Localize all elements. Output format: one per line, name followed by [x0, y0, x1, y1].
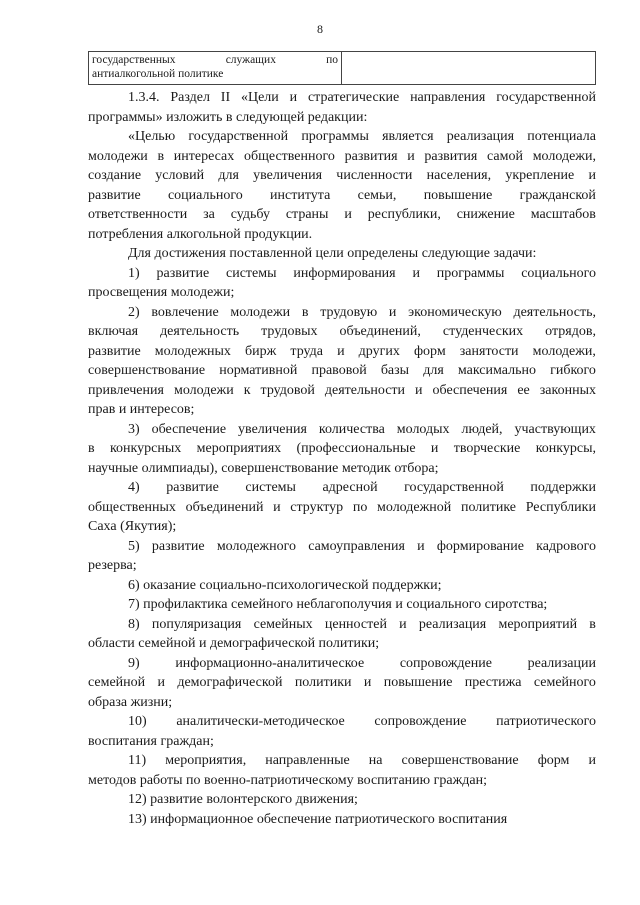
- text-line: 12) развитие волонтерского движения;: [128, 792, 358, 807]
- text-line: просвещения молодежи;: [88, 285, 235, 300]
- table-cell-line: [92, 53, 338, 67]
- text-line: совершенствование нормативной правовой базы для максимально гибкого: [88, 363, 596, 378]
- table-cell-word: по: [326, 54, 338, 66]
- text-line: резерва;: [88, 558, 137, 573]
- paragraph: [88, 478, 596, 537]
- paragraph: [88, 790, 596, 810]
- text-line: образа жизни;: [88, 694, 173, 710]
- paragraph: [88, 537, 596, 576]
- text-line: в конкурсных мероприятиях (профессиональные и творческие конкурсы,: [88, 441, 596, 456]
- paragraph: [88, 810, 596, 830]
- text-line: методов работы по военно-патриотическому воспитанию граждан;: [88, 772, 487, 788]
- text-line: 1) развитие системы информирования и программы социального: [128, 265, 596, 281]
- text-line: 9) информационно-аналитическое сопровождение реализации: [128, 655, 596, 671]
- text-line: «Целью государственной программы является реализация потенциала: [128, 129, 596, 144]
- paragraph: [88, 615, 596, 654]
- paragraph: [88, 420, 596, 479]
- table-cell-word: государственных: [92, 54, 176, 66]
- paragraph: [88, 654, 596, 713]
- text-line: потребления алкогольной продукции.: [88, 226, 313, 242]
- text-line: развитие молодежных бирж труда и других форм занятости молодежи,: [88, 343, 596, 359]
- table-cell-empty: [342, 52, 596, 85]
- text-line: молодежи в интересах общественного развития и развития самой молодежи,: [88, 148, 596, 164]
- text-line: создание условий для увеличения численности населения, укрепление и: [88, 168, 596, 183]
- text-line: ответственности за судьбу страны и республики, снижение масштабов: [88, 207, 596, 222]
- text-line: 11) мероприятия, направленные на совершенствование форм и: [128, 753, 596, 768]
- text-line: 1.3.4. Раздел II «Цели и стратегические направления государственной: [128, 90, 596, 105]
- text-line: программы» изложить в следующей редакции:: [88, 109, 368, 125]
- text-line: 10) аналитически-методическое сопровождение патриотического: [128, 714, 596, 729]
- text-line: 4) развитие системы адресной государственной поддержки: [128, 480, 596, 495]
- text-line: семейной и демографической политики и повышение престижа семейного: [88, 675, 596, 690]
- paragraph: [88, 264, 596, 303]
- continuation-table: [88, 51, 596, 85]
- text-line: Для достижения поставленной цели определены следующие задачи:: [128, 246, 537, 261]
- text-line: 8) популяризация семейных ценностей и реализация мероприятий в: [128, 616, 596, 632]
- paragraph: [88, 303, 596, 420]
- text-line: включая деятельность трудовых объединений, студенческих отрядов,: [88, 324, 596, 339]
- table-cell-text: [89, 52, 342, 85]
- text-line: воспитания граждан;: [88, 733, 214, 749]
- page-number: 8: [317, 22, 323, 36]
- paragraph: [88, 244, 596, 264]
- text-line: 2) вовлечение молодежи в трудовую и экономическую деятельность,: [128, 304, 596, 320]
- text-line: научные олимпиады), совершенствование методик отбора;: [88, 460, 439, 476]
- text-line: 3) обеспечение увеличения количества молодых людей, участвующих: [128, 421, 596, 437]
- text-line: прав и интересов;: [88, 402, 195, 417]
- document-body: [88, 88, 596, 829]
- table-row: [89, 52, 596, 85]
- table-cell-word: служащих: [225, 54, 276, 66]
- text-line: привлечения молодежи к трудовой деятельности и обеспечения ее законных: [88, 382, 596, 398]
- paragraph: [88, 712, 596, 751]
- text-line: 5) развитие молодежного самоуправления и формирование кадрового: [128, 538, 596, 554]
- table-cell-line: антиалкогольной политике: [92, 68, 224, 80]
- text-line: 13) информационное обеспечение патриотического воспитания: [128, 811, 508, 827]
- text-line: общественных объединений и структур по молодежной политике Республики: [88, 499, 596, 515]
- paragraph: [88, 88, 596, 127]
- text-line: 6) оказание социально-психологической поддержки;: [128, 577, 442, 593]
- paragraph: [88, 576, 596, 596]
- text-line: 7) профилактика семейного неблагополучия и социального сиротства;: [128, 597, 548, 612]
- paragraph: [88, 595, 596, 615]
- text-line: Саха (Якутия);: [88, 519, 177, 534]
- paragraph: [88, 751, 596, 790]
- text-line: области семейной и демографической политики;: [88, 636, 380, 651]
- paragraph: [88, 127, 596, 244]
- text-line: развитие социального института семьи, повышение гражданской: [88, 187, 596, 203]
